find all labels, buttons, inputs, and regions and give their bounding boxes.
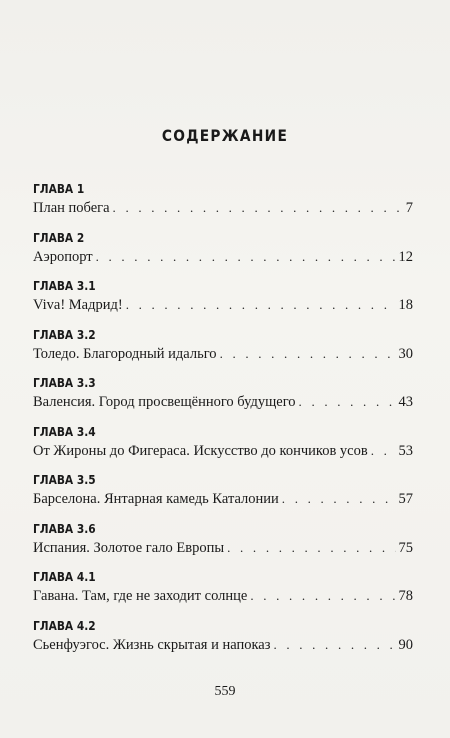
toc-line	[33, 344, 413, 364]
toc-line	[33, 635, 413, 655]
chapter-title: Гавана. Там, где не заходит солнце	[33, 588, 248, 604]
toc-entry	[33, 375, 413, 412]
dot-leader	[282, 489, 396, 509]
dot-leader	[273, 635, 395, 655]
toc-entry	[33, 472, 413, 509]
toc-entry	[33, 618, 413, 655]
chapter-title: Аэропорт	[33, 248, 93, 265]
toc-line	[33, 247, 413, 267]
toc-entry	[33, 424, 413, 461]
toc-entry	[33, 521, 413, 558]
chapter-label: ГЛАВА 3.3	[33, 375, 96, 390]
page-ref: 43	[398, 394, 413, 410]
dot-leader	[227, 538, 395, 558]
chapter-label: ГЛАВА 3.6	[33, 520, 96, 536]
toc-line	[33, 538, 413, 558]
dot-leader	[220, 344, 396, 364]
toc-entry	[33, 181, 413, 218]
toc-line	[33, 295, 413, 315]
chapter-label: ГЛАВА 3.4	[33, 423, 96, 439]
dot-leader	[126, 295, 396, 315]
chapter-label: ГЛАВА 4.2	[33, 617, 96, 633]
dot-leader	[371, 441, 396, 461]
table-of-contents	[33, 181, 413, 666]
chapter-label: ГЛАВА 3.1	[33, 278, 96, 293]
page-title: СОДЕРЖАНИЕ	[161, 126, 289, 145]
toc-line	[33, 489, 413, 509]
chapter-label: ГЛАВА 2	[33, 229, 85, 245]
chapter-title: Сьенфуэгос. Жизнь скрытая и напоказ	[33, 636, 271, 653]
toc-line	[33, 392, 413, 412]
toc-line	[33, 198, 413, 218]
page-ref: 30	[398, 345, 413, 362]
chapter-title: Толедо. Благородный идальго	[33, 345, 217, 362]
toc-line	[33, 441, 413, 461]
dot-leader	[299, 392, 396, 412]
page-ref: 78	[398, 588, 413, 604]
chapter-title: Viva! Мадрид!	[33, 297, 123, 313]
toc-entry	[33, 230, 413, 267]
page-ref: 7	[405, 200, 413, 216]
page-ref: 75	[398, 539, 413, 556]
toc-entry	[33, 569, 413, 606]
chapter-title: Барселона. Янтарная камедь Каталонии	[33, 491, 279, 507]
dot-leader	[250, 586, 395, 606]
page-ref: 57	[398, 491, 413, 507]
chapter-title: От Жироны до Фигераса. Искусство до кончиков усов	[33, 442, 368, 459]
page-ref: 90	[398, 636, 413, 653]
chapter-label: ГЛАВА 3.2	[33, 326, 96, 342]
chapter-label: ГЛАВА 1	[33, 181, 85, 196]
page-ref: 18	[398, 297, 413, 313]
chapter-title: Валенсия. Город просвещённого будущего	[33, 394, 296, 410]
toc-line	[33, 586, 413, 606]
page-ref: 53	[398, 442, 413, 459]
dot-leader	[113, 198, 403, 218]
chapter-title: Испания. Золотое гало Европы	[33, 539, 225, 556]
page-number: 559	[214, 684, 236, 699]
chapter-label: ГЛАВА 4.1	[33, 569, 96, 584]
toc-entry	[33, 327, 413, 364]
dot-leader	[96, 247, 396, 267]
chapter-label: ГЛАВА 3.5	[33, 472, 96, 487]
toc-entry	[33, 278, 413, 315]
chapter-title: План побега	[33, 200, 110, 216]
page-ref: 12	[398, 248, 413, 265]
